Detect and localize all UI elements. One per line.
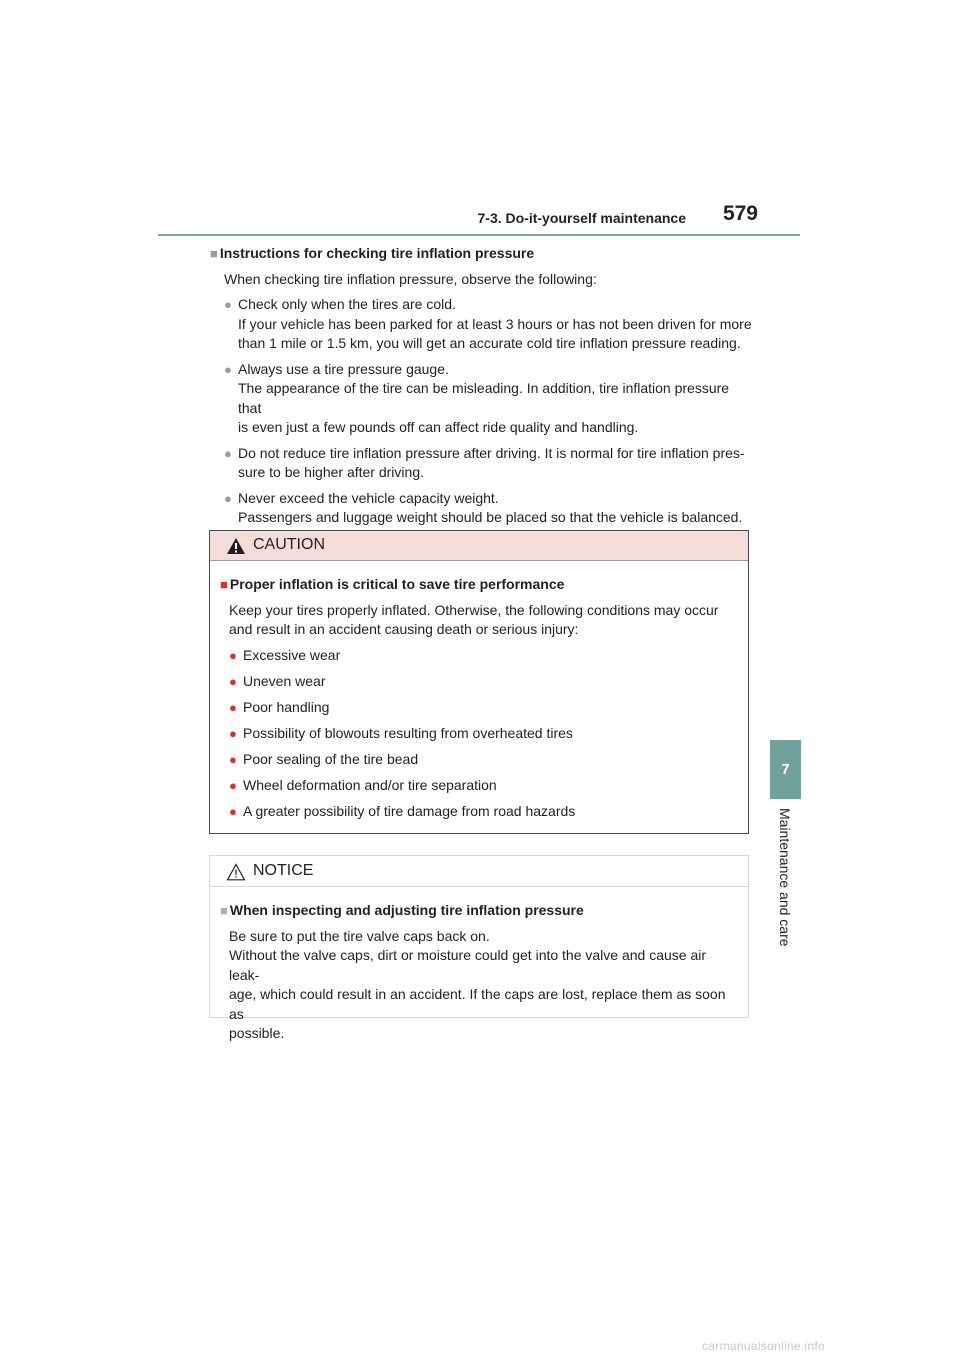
notice-label: NOTICE (253, 862, 314, 879)
chapter-tab[interactable] (770, 740, 801, 799)
list-item: ● Poor handling (220, 698, 738, 718)
circle-bullet-icon: ● (224, 297, 232, 312)
list-item: ● Do not reduce tire inflation pressure after driving. It is normal for tire inflation pres- sure to be higher after driving. (224, 444, 745, 480)
circle-bullet-icon: ● (229, 699, 237, 715)
square-bullet-icon: ■ (220, 903, 228, 918)
notice-paragraph: Be sure to put the tire valve caps back on. Without the valve caps, dirt or moisture could get into the valve and cause air leak- age, which could result in an accident. If the caps are lost, replace them as soon as possible. (229, 927, 726, 1041)
circle-bullet-icon: ● (229, 803, 237, 819)
header-rule (158, 234, 800, 236)
chapter-title: Maintenance and care (777, 808, 793, 947)
square-bullet-icon: ■ (210, 246, 218, 261)
list-item: ● Always use a tire pressure gauge. The appearance of the tire can be misleading. In addition, tire inflation pressure that is even just a few pounds off can affect ride quality and handling. (224, 360, 730, 435)
circle-bullet-icon: ● (229, 673, 237, 689)
list-item: ● A greater possibility of tire damage from road hazards (220, 802, 738, 822)
notice-box (209, 855, 749, 1041)
watermark: carmanualsonline.info (702, 1339, 826, 1353)
circle-bullet-icon: ● (229, 751, 237, 767)
warning-triangle-outline-icon (226, 863, 246, 881)
caution-box (209, 530, 749, 834)
circle-bullet-icon: ● (224, 490, 232, 506)
chapter-label (771, 808, 799, 958)
caution-body (210, 561, 748, 821)
circle-bullet-icon: ● (224, 445, 232, 461)
list-item: ● Excessive wear (220, 646, 738, 666)
caution-header (210, 531, 748, 561)
caution-label: CAUTION (253, 536, 325, 553)
instructions-heading: ■ Instructions for checking tire inflation pressure (210, 245, 535, 261)
circle-bullet-icon: ● (229, 647, 237, 663)
list-item: ● Check only when the tires are cold. If your vehicle has been parked for at least 3 hours or has not been driven for more than 1 mile or 1.5 km, you will get an accurate cold tire inflation pressure reading. (224, 296, 752, 351)
circle-bullet-icon: ● (229, 725, 237, 741)
list-item: ● Wheel deformation and/or tire separation (220, 776, 738, 796)
list-item: ● Possibility of blowouts resulting from overheated tires (220, 724, 738, 744)
notice-body (210, 887, 748, 1044)
circle-bullet-icon: ● (229, 777, 237, 793)
caution-paragraph: Keep your tires properly inflated. Otherwise, the following conditions may occur and result in an accident causing death or serious injury: (229, 601, 719, 637)
page-header (158, 200, 800, 236)
square-bullet-icon: ■ (220, 577, 228, 592)
list-item: ● Poor sealing of the tire bead (220, 750, 738, 770)
caution-heading: ■ Proper inflation is critical to save tire performance (220, 576, 565, 592)
notice-header (210, 856, 748, 887)
notice-heading: ■ When inspecting and adjusting tire inflation pressure (220, 902, 584, 918)
list-item: ● Never exceed the vehicle capacity weight. Passengers and luggage weight should be placed so that the vehicle is balanced. (224, 489, 743, 525)
instructions-intro: When checking tire inflation pressure, observe the following: (224, 270, 597, 287)
warning-triangle-icon (226, 537, 246, 555)
chapter-number: 7 (781, 761, 790, 778)
page-number: 579 (722, 202, 758, 225)
list-item: ● Uneven wear (220, 672, 738, 692)
instructions-section (210, 244, 755, 534)
circle-bullet-icon: ● (224, 361, 232, 377)
section-title: 7-3. Do-it-yourself maintenance (477, 210, 686, 226)
